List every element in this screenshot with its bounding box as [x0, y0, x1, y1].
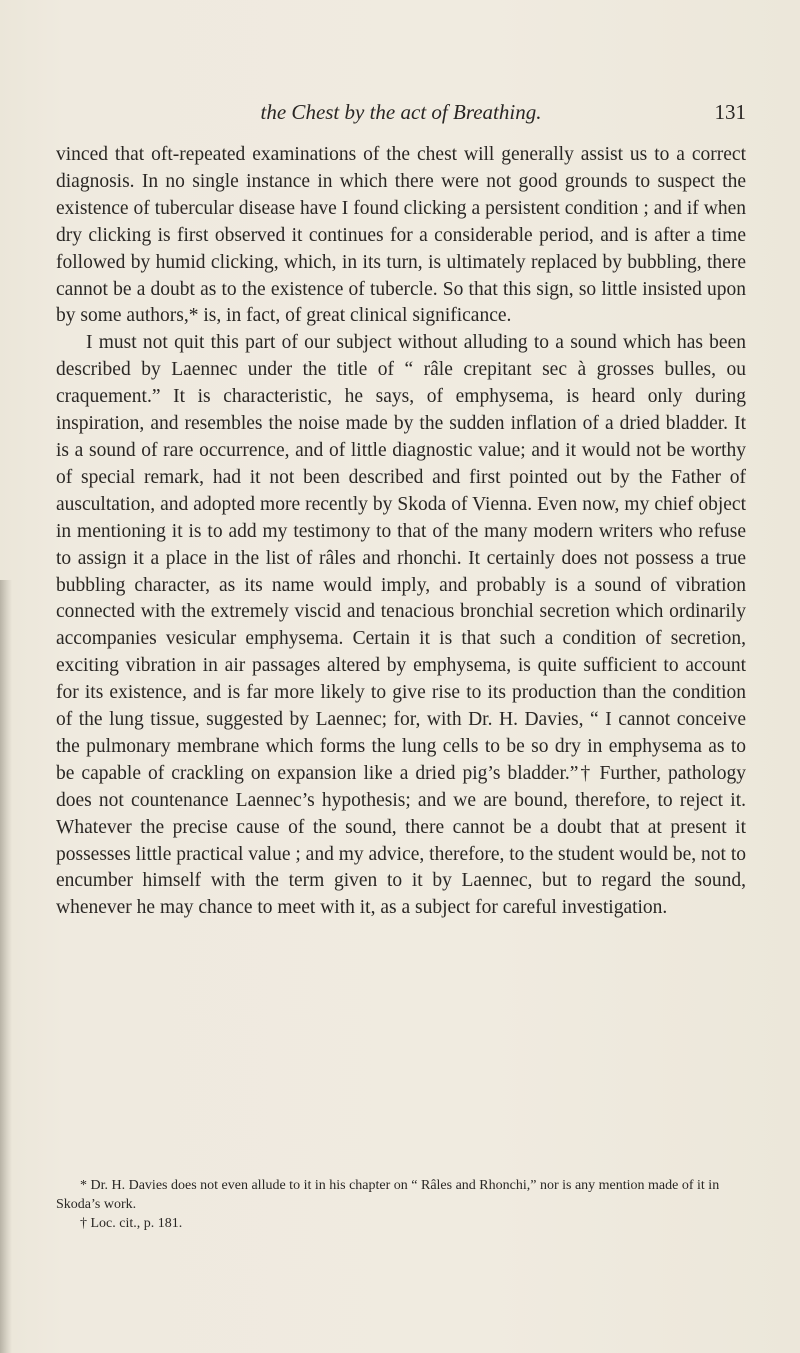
paragraph-1: vinced that oft-repeated examinations of the chest will generally assist us to a correct diagnosis. In no single instance in which there were not good grounds to suspect the existence of tubercular disease have I found clicking a persistent condition ; and if when dry clicking is first observed it continues for a considerable period, and is after a time followed by humid clicking, which, in its turn, is ultimately replaced by bubbling, there cannot be a doubt as to the existence of tubercle. So that this sign, so little insisted upon by some authors,* is, in fact, of great clinical significance. [56, 144, 746, 327]
page-header [56, 100, 746, 130]
body-text [56, 142, 746, 922]
page-gutter-shadow [0, 580, 12, 1353]
paragraph-2: I must not quit this part of our subject without alluding to a sound which has been described by Laennec under the title of “ râle crepitant sec à grosses bulles, ou craquement.” It is characteristic, he says, of emphysema, is heard only during inspiration, and resembles the noise made by the sudden inflation of a dried bladder. It is a sound of rare occurrence, and of little diagnostic value; and it would not be worthy of special remark, had it not been described and first pointed out by the Father of auscultation, and adopted more recently by Skoda of Vienna. Even now, my chief object in mentioning it is to add my testimony to that of the many modern writers who refuse to assign it a place in the list of râles and rhonchi. It certainly does not possess a true bubbling character, as its name would imply, and probably is a sound of vibration connected with the extremely viscid and tenacious bronchial secretion which ordinarily accompanies vesicular emphysema. Certain it is that such a condition of secretion, exciting vibration in air passages altered by emphysema, is quite sufficient to account for its existence, and is far more likely to give rise to its production than the condition of the lung tissue, suggested by Laennec; for, with Dr. H. Davies, “ I cannot conceive the pulmonary membrane which forms the lung cells to be so dry in emphysema as to be capable of crackling on expansion like a dried pig’s bladder.”† Further, pathology does not countenance Laennec’s hypothesis; and we are bound, therefore, to reject it. Whatever the precise cause of the sound, there cannot be a doubt that at present it possesses little practical value ; and my advice, therefore, to the student would be, not to encumber himself with the term given to it by Laennec, but to regard the sound, whenever he may chance to meet with it, as a subject for careful investigation. [56, 332, 746, 919]
page-number: 131 [714, 100, 746, 124]
footnote-2: † Loc. cit., p. 181. [80, 1216, 183, 1231]
footnotes [56, 1176, 746, 1233]
footnote-1: * Dr. H. Davies does not even allude to it in his chapter on “ Râles and Rhonchi,” nor is any mention made of it in Skoda’s work. [56, 1178, 720, 1212]
running-title: the Chest by the act of Breathing. [260, 100, 542, 124]
